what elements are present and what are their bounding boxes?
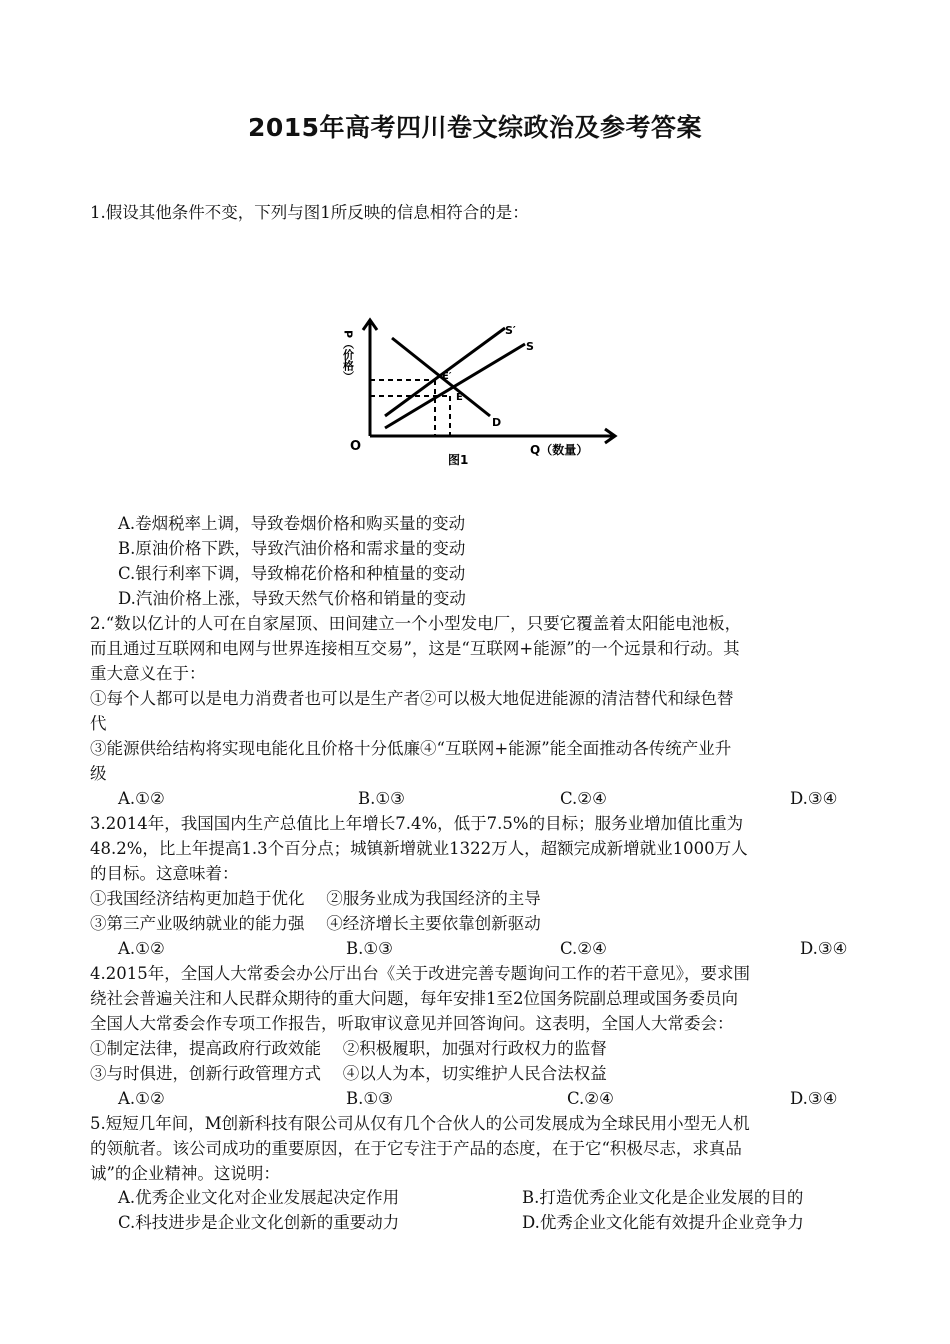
q2-option-b: B.①③ <box>358 789 405 808</box>
q2-option-c: C.②④ <box>560 789 607 808</box>
q4-stem-line-4: ①制定法律，提高政府行政效能 ②积极履职，加强对行政权力的监督 <box>90 1039 607 1058</box>
q4-option-a: A.①② <box>118 1089 165 1108</box>
curve-label-s-prime: S′ <box>505 324 516 337</box>
q3-option-d: D.③④ <box>800 939 848 958</box>
q4-stem-line-1: 4.2015年，全国人大常委会办公厅出台《关于改进完善专题询问工作的若干意见》，要求围 <box>90 964 750 983</box>
q4-option-c: C.②④ <box>567 1089 614 1108</box>
q3-stem-line-5: ③第三产业吸纳就业的能力强 ④经济增长主要依靠创新驱动 <box>90 914 541 933</box>
q5-stem-line-2: 的领航者。该公司成功的重要原因，在于它专注于产品的态度，在于它“积极尽志，求真品 <box>90 1139 742 1158</box>
origin-label: O <box>350 439 362 454</box>
q2-stem-line-2: 而且通过互联网和电网与世界连接相互交易”，这是“互联网+能源”的一个远景和行动。其 <box>90 639 740 658</box>
q2-option-a: A.①② <box>118 789 165 808</box>
q5-option-a: A.优秀企业文化对企业发展起决定作用 <box>118 1188 400 1207</box>
q4-stem-line-5: ③与时俱进，创新行政管理方式 ④以人为本，切实维护人民合法权益 <box>90 1064 607 1083</box>
q2-stem-line-7: 级 <box>90 764 107 783</box>
figure-caption: 图1 <box>448 453 469 467</box>
q2-stem-line-5: 代 <box>90 714 107 733</box>
q3-option-b: B.①③ <box>346 939 393 958</box>
q2-stem-line-1: 2.“数以亿计的人可在自家屋顶、田间建立一个小型发电厂，只要它覆盖着太阳能电池板， <box>90 614 742 633</box>
point-label-e: E <box>456 392 463 403</box>
q1-stem: 1.假设其他条件不变，下列与图1所反映的信息相符合的是： <box>90 203 529 222</box>
curve-label-s: S <box>526 340 534 353</box>
q3-stem-line-2: 48.2%，比上年提高1.3个百分点；城镇新增就业1322万人，超额完成新增就业1000万人 <box>90 839 748 858</box>
q5-option-d: D.优秀企业文化能有效提升企业竞争力 <box>522 1213 804 1232</box>
q3-option-c: C.②④ <box>560 939 607 958</box>
q2-stem-line-4: ①每个人都可以是电力消费者也可以是生产者②可以极大地促进能源的清洁替代和绿色替 <box>90 689 734 708</box>
q2-option-d: D.③④ <box>790 789 838 808</box>
q3-stem-line-4: ①我国经济结构更加趋于优化 ②服务业成为我国经济的主导 <box>90 889 541 908</box>
q1-option-c: C.银行利率下调，导致棉花价格和种植量的变动 <box>118 564 466 583</box>
q5-option-b: B.打造优秀企业文化是企业发展的目的 <box>522 1188 804 1207</box>
q1-option-b: B.原油价格下跌，导致汽油价格和需求量的变动 <box>118 539 466 558</box>
q3-stem-line-1: 3.2014年，我国国内生产总值比上年增长7.4%，低于7.5%的目标；服务业增加值比重为 <box>90 814 744 833</box>
page-title: 2015年高考四川卷文综政治及参考答案 <box>247 113 703 142</box>
q1-option-a: A.卷烟税率上调，导致卷烟价格和购买量的变动 <box>118 514 466 533</box>
y-axis-label: P（价格） <box>341 330 355 383</box>
q4-option-b: B.①③ <box>346 1089 393 1108</box>
q5-stem-line-1: 5.短短几年间，M创新科技有限公司从仅有几个合伙人的公司发展成为全球民用小型无人机 <box>90 1114 750 1133</box>
q3-option-a: A.①② <box>118 939 165 958</box>
x-axis-label: Q（数量） <box>530 443 589 457</box>
q5-option-c: C.科技进步是企业文化创新的重要动力 <box>118 1213 400 1232</box>
q2-stem-line-6: ③能源供给结构将实现电能化且价格十分低廉④“互联网+能源”能全面推动各传统产业升 <box>90 739 732 758</box>
q4-stem-line-2: 绕社会普遍关注和人民群众期待的重大问题，每年安排1至2位国务院副总理或国务委员向 <box>90 989 738 1008</box>
q4-option-d: D.③④ <box>790 1089 838 1108</box>
q1-option-d: D.汽油价格上涨，导致天然气价格和销量的变动 <box>118 589 466 608</box>
q4-stem-line-3: 全国人大常委会作专项工作报告，听取审议意见并回答询问。这表明，全国人大常委会： <box>90 1014 734 1033</box>
q5-stem-line-3: 诚”的企业精神。这说明： <box>90 1164 280 1183</box>
q3-stem-line-3: 的目标。这意味着： <box>90 864 239 883</box>
supply-demand-figure <box>330 308 630 468</box>
curve-label-d: D <box>492 416 502 429</box>
point-label-e-prime: E′ <box>442 371 452 382</box>
q2-stem-line-3: 重大意义在于： <box>90 664 206 683</box>
